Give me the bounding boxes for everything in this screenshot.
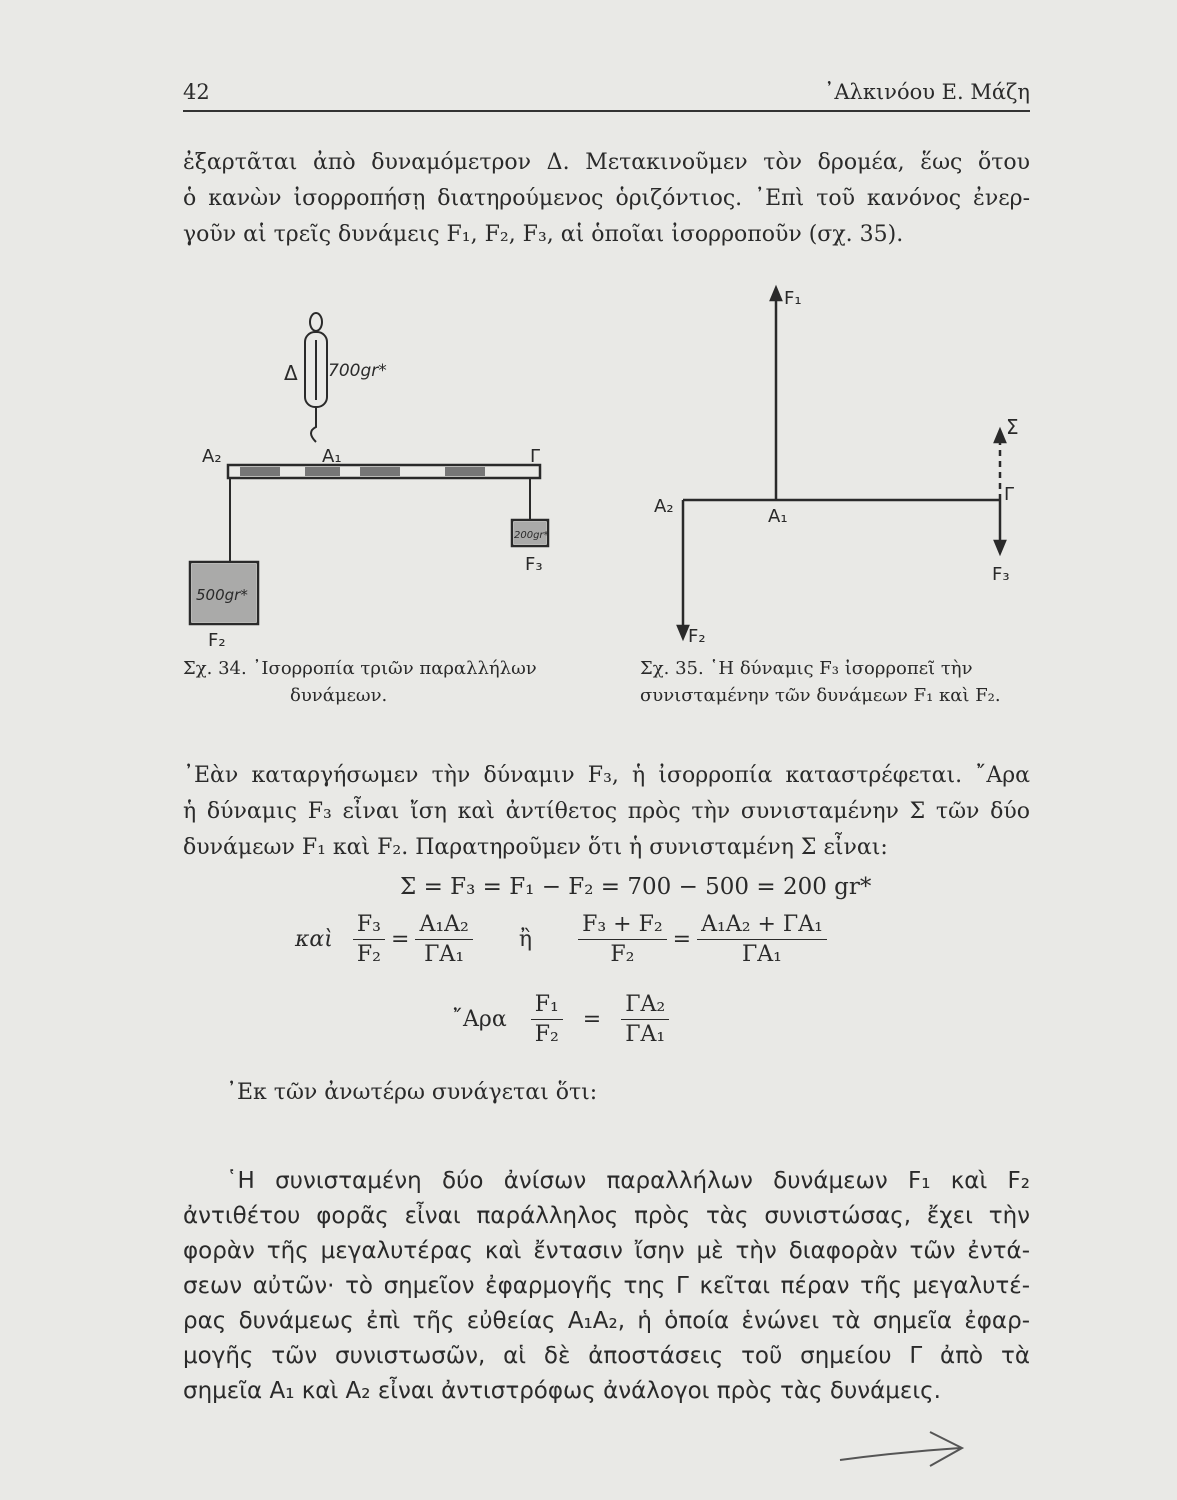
a1-label: A₁: [768, 506, 788, 527]
paragraph-line: ἐξαρτᾶται ἀπὸ δυναμόμετρον Δ. Μετακινοῦμεν τὸν δρομέα, ἕως ὅτου: [183, 150, 1030, 175]
figure-34-caption-cont: δυνάμεων.: [290, 685, 388, 706]
a2-label: A₂: [654, 496, 674, 517]
fraction: $\frac{\text{F₃}}{\text{F₂}}$: [353, 912, 385, 967]
paragraph-line: μογῆς τῶν συνιστωσῶν, αἱ δὲ ἀποστάσεις τοῦ σημείου Γ ἀπὸ τὰ: [183, 1343, 1030, 1369]
f2-label: F₂: [208, 630, 226, 651]
paragraph-line: ἡ δύναμις F₃ εἶναι ἴση καὶ ἀντίθετος πρὸς τὴν συνισταμένην Σ τῶν δύο: [183, 799, 1030, 824]
paragraph-line: γοῦν αἱ τρεῖς δυνάμεις F₁, F₂, F₃, αἱ ὁποῖαι ἰσορροποῦν (σχ. 35).: [183, 222, 904, 247]
figure-35-caption: Σχ. 35. ῾Η δύναμις F₃ ἰσορροπεῖ τὴν: [640, 658, 973, 679]
paragraph-line: ρας δυνάμεως ἐπὶ τῆς εὐθείας A₁A₂, ἡ ὁποία ἑνώνει τὰ σημεῖα ἐφαρ-: [183, 1308, 1030, 1334]
paragraph-line: ῾Η συνισταμένη δύο ἀνίσων παραλλήλων δυνάμεων F₁ καὶ F₂: [226, 1168, 1030, 1194]
paragraph-line: ὁ κανὼν ἰσορροπήσῃ διατηρούμενος ὁριζόντιος. ᾿Επὶ τοῦ κανόνος ἐνερ-: [183, 186, 1030, 211]
sum-equation: Σ = F₃ = F₁ − F₂ = 700 − 500 = 200 gr*: [400, 874, 872, 900]
page-number: 42: [183, 80, 210, 104]
kai-word: καὶ: [295, 927, 333, 952]
figure-35-caption-cont: συνισταμένην τῶν δυνάμεων F₁ καὶ F₂.: [640, 685, 1001, 706]
figure-34-caption: Σχ. 34. ᾿Ισορροπία τριῶν παραλλήλων: [183, 658, 537, 679]
fraction: $\frac{\text{A₁A₂ + ΓA₁}}{\text{ΓA₁}}$: [697, 912, 827, 967]
fraction: $\frac{\text{F₃ + F₂}}{\text{F₂}}$: [578, 912, 667, 967]
paragraph-line: δυνάμεων F₁ καὶ F₂. Παρατηροῦμεν ὅτι ἡ συνισταμένη Σ εἶναι:: [183, 835, 888, 860]
fraction: $\frac{\text{F₁}}{\text{F₂}}$: [531, 992, 563, 1047]
paragraph-line: σεων αὐτῶν· τὸ σημεῖον ἐφαρμογῆς της Γ κεῖται πέραν τῆς μεγαλυτέ-: [183, 1273, 1030, 1299]
f1-label: F₁: [784, 288, 802, 309]
gamma-label: Γ: [530, 446, 541, 467]
gamma-label: Γ: [1004, 484, 1015, 505]
weight-200-label: 200gr*: [514, 530, 549, 541]
delta-label: Δ: [284, 361, 298, 385]
figure-35-diagram: [0, 0, 1177, 660]
f3-label: F₃: [525, 554, 543, 575]
paragraph-line: ἀντιθέτου φορᾶς εἶναι παράλληλος πρὸς τὰς συνιστώσας, ἔχει τὴν: [183, 1203, 1030, 1229]
fraction: $\frac{\text{A₁A₂}}{\text{ΓA₁}}$: [415, 912, 472, 967]
weight-500-label: 500gr*: [196, 586, 248, 604]
ratio-equation: καὶ $\frac{\text{F₃}}{\text{F₂}}$ = $\frac{\text{A₁A₂}}{\text{ΓA₁}}$ ἢ $\frac{\text{F₃ + F₂}}{\text{F₂}}$ = $\frac{\text{A₁A₂ + ΓA₁}}{\text{ΓA₁}}$: [295, 912, 833, 967]
ara-equation: ῎Αρα $\frac{\text{F₁}}{\text{F₂}}$ = $\frac{\text{ΓA₂}}{\text{ΓA₁}}$: [452, 992, 675, 1047]
a1-label: A₁: [322, 446, 342, 467]
hand-drawn-arrow-icon: [830, 1420, 980, 1480]
paragraph-line: ᾿Εὰν καταργήσωμεν τὴν δύναμιν F₃, ἡ ἰσορροπία καταστρέφεται. ῎Αρα: [183, 763, 1030, 788]
paragraph-line: σημεῖα A₁ καὶ A₂ εἶναι ἀντιστρόφως ἀνάλογοι πρὸς τὰς δυνάμεις.: [183, 1378, 941, 1404]
sigma-label: Σ: [1006, 415, 1019, 439]
f3-label: F₃: [992, 564, 1010, 585]
fraction: $\frac{\text{ΓA₂}}{\text{ΓA₁}}$: [621, 992, 669, 1047]
f2-label: F₂: [688, 626, 706, 647]
paragraph-line: φορὰν τῆς μεγαλυτέρας καὶ ἔντασιν ἴσην μὲ τὴν διαφορὰν τῶν ἐντά-: [183, 1238, 1030, 1264]
conclusion-intro: ᾿Εκ τῶν ἀνωτέρω συνάγεται ὅτι:: [226, 1080, 598, 1105]
dynamometer-reading: 700gr*: [328, 361, 387, 381]
running-header-author: ᾿Αλκινόου Ε. Μάζη: [823, 80, 1030, 104]
a2-label: A₂: [202, 446, 222, 467]
